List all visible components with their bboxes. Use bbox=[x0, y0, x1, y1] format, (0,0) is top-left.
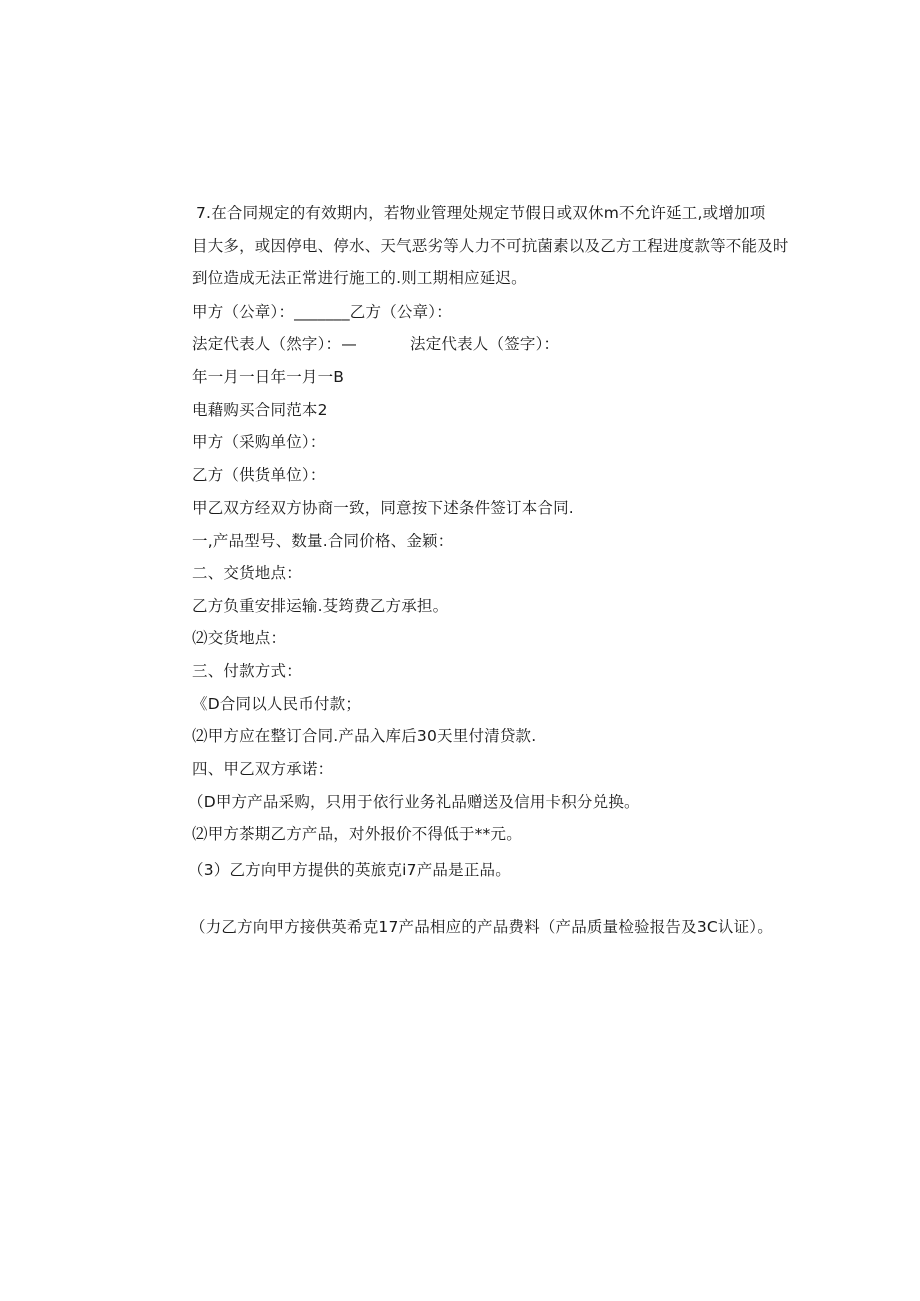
payment-item-1: 《D合同以人民币付款； bbox=[192, 695, 362, 713]
representative-right: 法定代表人（签字）： bbox=[410, 335, 560, 353]
delivery-item-2: ⑵交货地点： bbox=[192, 629, 287, 647]
contract-intro: 甲乙双方经双方协商一致，同意按下述条件签订本合同. bbox=[192, 499, 574, 517]
representative-left: 法定代表人（然字）：— bbox=[192, 335, 357, 353]
section-2-heading: 二、交货地点： bbox=[192, 564, 302, 582]
delivery-item-1: 乙方负重安排运输.芟筠费乙方承担。 bbox=[192, 597, 449, 615]
promise-item-4: （力乙方向甲方接供英希克17产品相应的产品费料（产品质量检验报告及3C认证）。 bbox=[190, 918, 773, 936]
promise-item-2: ⑵甲方茶期乙方产品，对外报价不得低于**元。 bbox=[192, 825, 522, 843]
promise-item-1: （D甲方产品采购，只用于依行业务礼品赠送及信用卡积分兑换。 bbox=[188, 793, 640, 811]
party-b: 乙方（供货单位）： bbox=[192, 466, 326, 484]
party-a: 甲方（采购单位）： bbox=[192, 433, 326, 451]
payment-item-2: ⑵甲方应在整订合同.产品入库后30天里付清贷款. bbox=[192, 727, 537, 745]
section-4-heading: 四、甲乙双方承诺： bbox=[192, 760, 334, 778]
promise-item-3: （3）乙方向甲方提供的英旅克i7产品是正品。 bbox=[188, 861, 511, 879]
contract-title: 电藉购买合同范本2 bbox=[192, 401, 328, 419]
clause-7-line-3: 到位造成无法正常进行施工的.则工期相应延迟。 bbox=[192, 269, 527, 287]
section-3-heading: 三、付款方式： bbox=[192, 662, 302, 680]
seal-line: 甲方（公章）：_______乙方（公章）： bbox=[192, 303, 452, 321]
section-1-heading: 一,产品型号、数量.合同价格、金颖： bbox=[192, 532, 454, 550]
clause-7-line-1: 7.在合同规定的有效期内，若物业管理处规定节假日或双休m不允许延工,或增加项 bbox=[196, 204, 766, 222]
date-line: 年一月一日年一月一B bbox=[192, 368, 345, 386]
clause-7-line-2: 目大多，或因停电、停水、天气恶劣等人力不可抗菌素以及乙方工程进度款等不能及时 bbox=[192, 237, 789, 255]
